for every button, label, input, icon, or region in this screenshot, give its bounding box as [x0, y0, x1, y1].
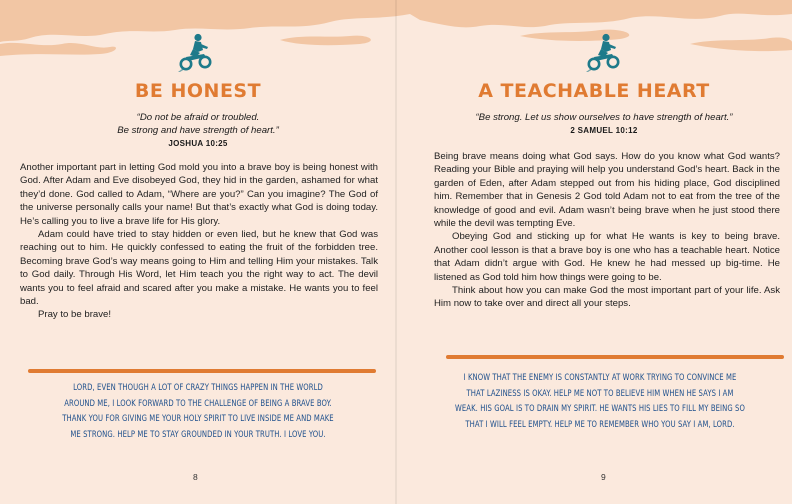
prayer-text: [27, 380, 368, 442]
page-number: 9: [601, 472, 606, 482]
paragraph: Pray to be brave!: [38, 309, 112, 321]
prayer-line: ME STRONG. HELP ME TO STAY GROUNDED IN YOUR TRUTH. I LOVE YOU.: [70, 428, 326, 439]
body-text: [20, 161, 378, 322]
verse-line: “Do not be afraid or troubled.: [136, 112, 260, 123]
scripture-verse: [426, 111, 782, 137]
body-text: [434, 150, 780, 311]
prayer-line: WEAK. HIS GOAL IS TO DRAIN MY SPIRIT. HE WANTS HIS LIES TO FILL MY BEING SO: [455, 403, 745, 414]
verse-line: Be strong and have strength of heart.”: [117, 125, 279, 136]
prayer-text: [421, 370, 779, 432]
scripture-verse: [20, 111, 376, 150]
dirt-bike-rider-icon: [586, 33, 620, 73]
prayer-line: THAT I WILL FEEL EMPTY. HELP ME TO REMEMBER WHO YOU SAY I AM, LORD.: [465, 418, 735, 429]
verse-line: “Be strong. Let us show ourselves to have strength of heart.”: [475, 112, 733, 123]
verse-reference: JOSHUA 10:25: [168, 139, 228, 148]
prayer-line: THAT LAZINESS IS OKAY. HELP ME NOT TO BELIEVE HIM WHEN HE SAYS I AM: [466, 387, 734, 398]
paragraph: Another important part in letting God mold you into a brave boy is being honest with God. After Adam and Eve disobeyed God, they hid in the garden, ashamed for what they’d done. God called to Adam, “Where are you?” Can you imagine? The God of the universe personally calls your name! But that’s exactly what God is doing today. He’s calling you to live a brave life for His glory.: [20, 162, 378, 227]
page-title: BE HONEST: [134, 80, 262, 102]
paragraph: Obeying God and sticking up for what He wants is key to being brave. Another cool lesson is that a brave boy is one who has a teachable heart. Notice that Adam didn’t argue with God. He knew he had messed up big-time. He listened as God told him how things were going to be.: [434, 231, 780, 283]
paragraph: Adam could have tried to stay hidden or even lied, but he knew that God was reaching out to him. He quickly confessed to eating the fruit of the forbidden tree. Becoming brave God’s way means going to Him and telling Him your mistakes. Talk to God daily. Through His Word, let Him teach you the right way to act. The devil wants you to feel afraid and scared after you make a mistake. He wants you to feel bad.: [20, 229, 378, 308]
prayer-line: THANK YOU FOR GIVING ME YOUR HOLY SPIRIT TO LIVE INSIDE ME AND MAKE: [62, 413, 334, 424]
page-number: 8: [193, 472, 198, 482]
divider: [28, 369, 376, 373]
prayer-line: AROUND ME, I LOOK FORWARD TO THE CHALLENGE OF BEING A BRAVE BOY.: [64, 397, 332, 408]
prayer-line: I KNOW THAT THE ENEMY IS CONSTANTLY AT WORK TRYING TO CONVINCE ME: [463, 372, 737, 382]
paragraph: Being brave means doing what God says. How do you know what God wants? Reading your Bible and praying will help you understand God’s heart. Back in the garden of Eden, after Adam stepped out from his hiding place, God disciplined him. Remember that in Genesis 2 God told Adam not to eat from the tree of the knowledge of good and evil. Adam wasn’t being brave when he just stood there while the devil was tempting Eve.: [434, 151, 780, 230]
verse-reference: 2 SAMUEL 10:12: [570, 126, 638, 135]
dirt-bike-rider-icon: [178, 33, 212, 73]
divider: [446, 355, 784, 359]
paragraph: Think about how you can make God the most important part of your life. Ask Him now to take over and direct all your steps.: [434, 285, 780, 310]
right-page: [396, 0, 792, 504]
prayer-line: LORD, EVEN THOUGH A LOT OF CRAZY THINGS HAPPEN IN THE WORLD: [73, 382, 323, 392]
page-title: A TEACHABLE HEART: [478, 80, 710, 102]
